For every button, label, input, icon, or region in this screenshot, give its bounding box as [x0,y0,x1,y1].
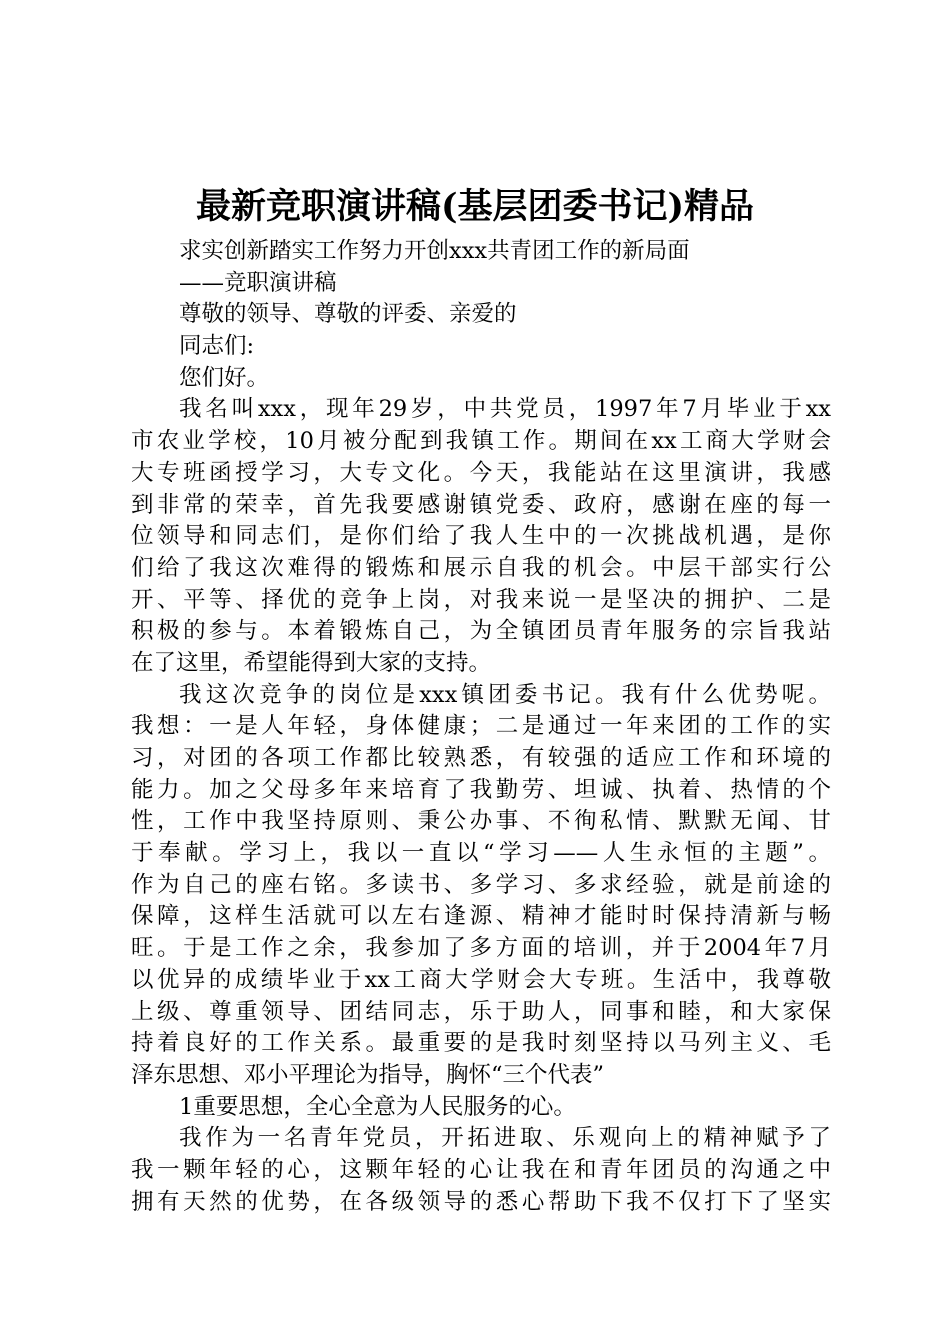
paragraph-line: ——竞职演讲稿 [179,269,337,296]
paragraph-line: 保障，这样生活就可以左右逢源、精神才能时时保持清新与畅 [131,903,831,930]
paragraph-line: 开、平等、择优的竞争上岗，对我来说一是坚决的拥护、二是 [131,586,831,613]
paragraph-line: 我作为一名青年党员，开拓进取、乐观向上的精神赋予了 [179,1125,831,1152]
paragraph-line: 求实创新踏实工作努力开创xxx共青团工作的新局面 [179,238,690,264]
paragraph-line: 能力。加之父母多年来培育了我勤劳、坦诚、执着、热情的个 [131,776,831,803]
paragraph-line: 泽东思想、邓小平理论为指导，胸怀“三个代表” [131,1061,605,1088]
paragraph-line: 我想：一是人年轻，身体健康；二是通过一年来团的工作的实 [131,713,831,740]
paragraph-line: 同志们: [179,333,255,360]
paragraph-line: 持着良好的工作关系。最重要的是我时刻坚持以马列主义、毛 [131,1030,831,1057]
paragraph-line: 拥有天然的优势，在各级领导的悉心帮助下我不仅打下了坚实 [131,1188,831,1215]
paragraph-line: 您们好。 [179,364,270,391]
paragraph-line: 我一颗年轻的心，这颗年轻的心让我在和青年团员的沟通之中 [131,1156,831,1183]
paragraph-line: 们给了我这次难得的锻炼和展示自我的机会。中层干部实行公 [131,554,831,581]
paragraph-line: 我这次竞争的岗位是xxx镇团委书记。我有什么优势呢。 [179,681,831,708]
paragraph-line: 上级、尊重领导、团结同志，乐于助人，同事和睦，和大家保 [131,998,831,1025]
paragraph-line: 性，工作中我坚持原则、秉公办事、不徇私情、默默无闻、甘 [131,808,831,835]
document-body [131,236,831,1218]
paragraph-line: 我名叫xxx，现年29岁，中共党员，1997年7月毕业于xx [179,396,831,423]
paragraph-line: 位领导和同志们，是你们给了我人生中的一次挑战机遇，是你 [131,523,831,550]
paragraph-line: 于奉献。学习上，我以一直以“学习——人生永恒的主题”。 [131,840,831,867]
paragraph-line: 1重要思想，全心全意为人民服务的心。 [179,1093,576,1120]
paragraph-line: 旺。于是工作之余，我参加了多方面的培训，并于2004年7月 [131,935,831,962]
paragraph-line: 以优异的成绩毕业于xx工商大学财会大专班。生活中，我尊敬 [131,966,831,993]
paragraph-line: 大专班函授学习，大专文化。今天，我能站在这里演讲，我感 [131,459,831,486]
paragraph-line: 积极的参与。本着锻炼自己，为全镇团员青年服务的宗旨我站 [131,618,831,645]
paragraph-line: 习，对团的各项工作都比较熟悉，有较强的适应工作和环境的 [131,745,831,771]
paragraph-line: 尊敬的领导、尊敬的评委、亲爱的 [179,301,517,328]
paragraph-line: 作为自己的座右铭。多读书、多学习、多求经验，就是前途的 [131,871,831,898]
paragraph-line: 在了这里，希望能得到大家的支持。 [131,649,492,676]
paragraph-line: 市农业学校，10月被分配到我镇工作。期间在xx工商大学财会 [131,428,831,455]
document-title: 最新竞职演讲稿(基层团委书记)精品 [195,186,755,227]
paragraph-line: 到非常的荣幸，首先我要感谢镇党委、政府，感谢在座的每一 [131,491,831,518]
